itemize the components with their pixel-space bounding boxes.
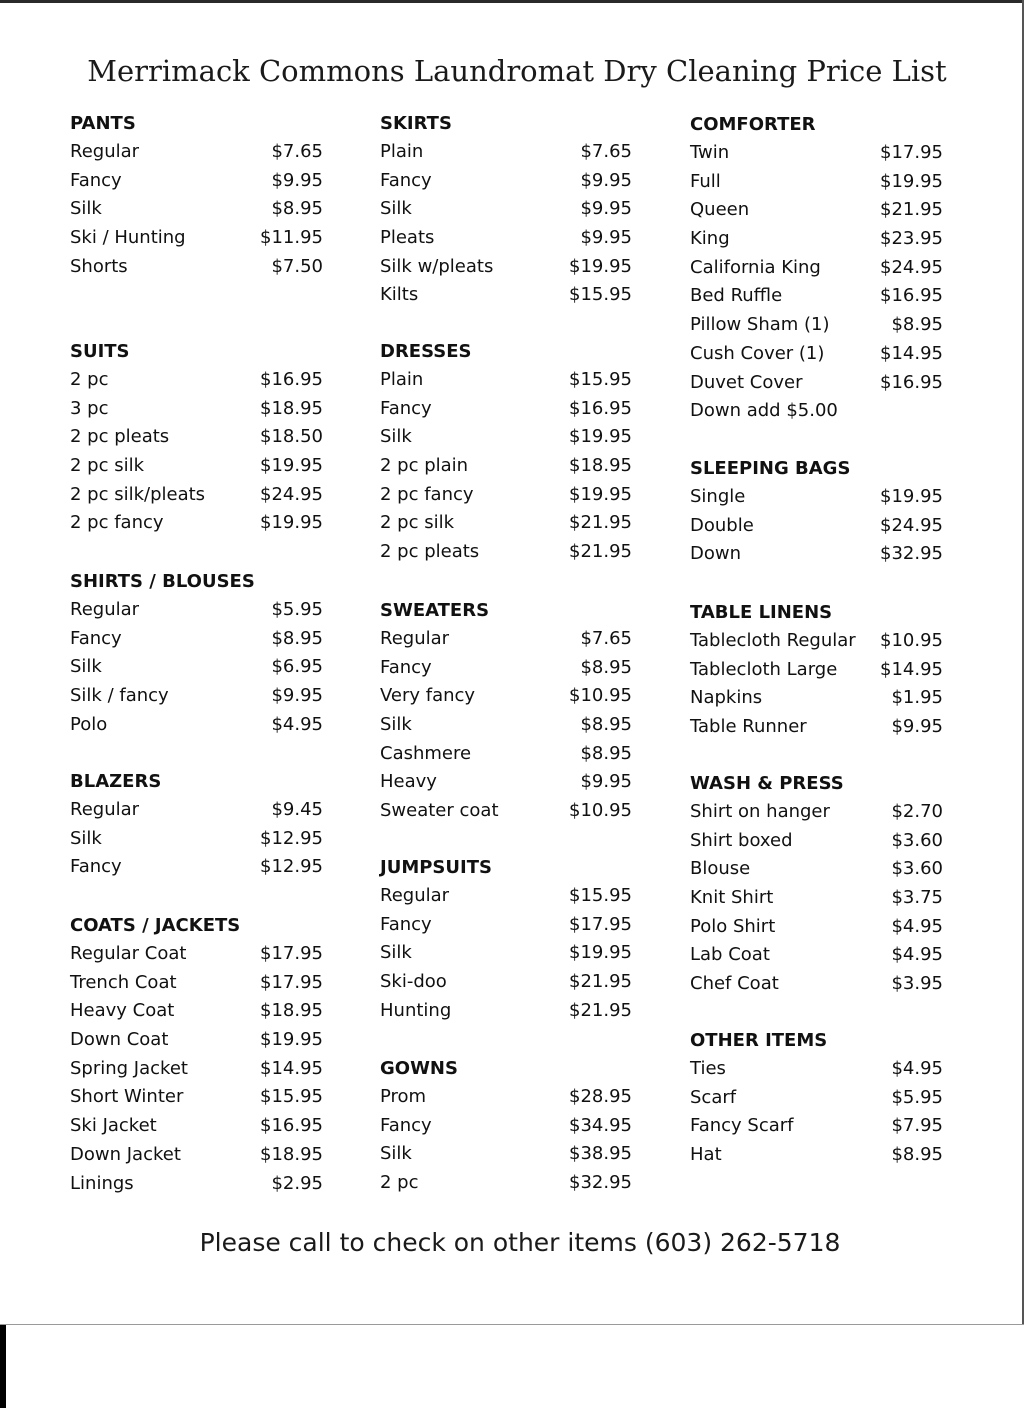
price-row	[690, 855, 943, 884]
item-name: Plain	[380, 141, 424, 162]
item-name: Ski-doo	[380, 971, 447, 993]
item-name: 2 pc	[380, 1172, 419, 1194]
price-row	[690, 713, 943, 742]
item-price: $18.95	[260, 1000, 323, 1022]
item-name: Fancy Scarf	[690, 1115, 794, 1137]
item-name: Cush Cover (1)	[690, 342, 825, 364]
item-name: Ski / Hunting	[70, 227, 186, 249]
price-row	[70, 997, 323, 1026]
item-price: $34.95	[569, 1114, 632, 1136]
item-name: Hunting	[380, 999, 452, 1021]
item-name: Regular	[70, 599, 140, 620]
item-price: $19.95	[260, 455, 323, 477]
item-price: $7.65	[580, 628, 632, 649]
price-row	[690, 512, 943, 541]
item-name: 2 pc fancy	[380, 483, 474, 505]
item-name: 2 pc silk	[70, 455, 145, 477]
price-row	[380, 939, 632, 968]
item-price: $19.95	[569, 942, 632, 964]
section-blazers	[70, 767, 323, 882]
item-price: $4.95	[891, 944, 943, 966]
item-price: $16.95	[880, 371, 943, 393]
item-name: Pillow Sham (1)	[690, 314, 830, 336]
item-name: Tablecloth Regular	[690, 630, 856, 651]
section-title: PANTS	[70, 113, 136, 134]
price-row	[70, 853, 323, 882]
item-price: $18.95	[260, 397, 323, 419]
item-price: $7.65	[271, 141, 323, 162]
item-name: Fancy	[380, 656, 432, 678]
price-row	[70, 1170, 323, 1199]
item-name: Ties	[690, 1058, 726, 1079]
price-row	[70, 596, 323, 625]
section-title: SWEATERS	[380, 600, 490, 621]
item-price: $19.95	[569, 255, 632, 277]
item-name: Fancy	[380, 1114, 432, 1136]
section-title: SLEEPING BAGS	[690, 458, 851, 479]
item-name: Blouse	[690, 858, 751, 880]
section-shirts-blouses	[70, 567, 323, 739]
item-name: Silk w/pleats	[380, 255, 494, 277]
section-skirts	[380, 109, 632, 310]
price-row	[690, 913, 943, 942]
item-price: $12.95	[260, 856, 323, 878]
item-name: 2 pc pleats	[70, 426, 170, 448]
item-name: Sweater coat	[380, 800, 499, 822]
item-price: $24.95	[260, 483, 323, 505]
item-price: $9.95	[271, 685, 323, 707]
item-price: $8.95	[580, 656, 632, 678]
price-row	[380, 452, 632, 481]
price-row	[70, 167, 323, 196]
item-name: 2 pc pleats	[380, 541, 480, 563]
price-row	[690, 656, 943, 685]
item-name: Pleats	[380, 227, 435, 249]
price-row	[70, 796, 323, 825]
item-price: $3.60	[891, 829, 943, 851]
item-price: $3.95	[891, 973, 943, 995]
price-row	[380, 509, 632, 538]
item-price: $5.95	[891, 1086, 943, 1108]
price-row	[690, 1141, 943, 1170]
price-row	[70, 825, 323, 854]
section-other-items	[690, 1026, 943, 1170]
price-row	[70, 682, 323, 711]
price-row	[380, 797, 632, 826]
item-name: Chef Coat	[690, 973, 779, 995]
item-price: $15.95	[260, 1086, 323, 1108]
scan-top-edge	[0, 0, 1024, 3]
item-name: Silk	[380, 942, 412, 964]
scan-left-mark	[0, 1325, 6, 1408]
price-row	[380, 654, 632, 683]
price-row	[70, 481, 323, 510]
item-price: $4.95	[891, 1058, 943, 1079]
price-row	[690, 1112, 943, 1141]
item-price: $17.95	[260, 971, 323, 993]
section-title: OTHER ITEMS	[690, 1030, 828, 1051]
item-price: $18.50	[260, 426, 323, 448]
item-name: 3 pc	[70, 397, 109, 419]
section-title: TABLE LINENS	[690, 602, 833, 623]
item-name: Twin	[690, 142, 730, 163]
item-price: $8.95	[271, 198, 323, 220]
section-title: GOWNS	[380, 1058, 458, 1079]
item-name: Heavy Coat	[70, 1000, 175, 1022]
price-row	[70, 253, 323, 282]
item-name: Silk	[70, 827, 102, 849]
section-table-linens	[690, 598, 943, 742]
item-price: $21.95	[569, 512, 632, 534]
item-name: Silk	[380, 198, 412, 220]
price-row	[70, 1141, 323, 1170]
item-name: Regular	[380, 885, 450, 906]
price-row	[690, 397, 943, 426]
section-title: SUITS	[70, 341, 130, 362]
item-name: King	[690, 228, 730, 250]
item-price: $19.95	[260, 1029, 323, 1051]
item-price: $14.95	[880, 342, 943, 364]
price-row	[70, 224, 323, 253]
price-row	[690, 168, 943, 197]
item-price: $9.95	[580, 227, 632, 249]
item-name: Fancy	[70, 169, 122, 191]
price-row	[690, 225, 943, 254]
item-name: Plain	[380, 369, 424, 390]
price-row	[380, 1169, 632, 1198]
item-name: Very fancy	[380, 685, 476, 707]
item-name: Ski Jacket	[70, 1115, 157, 1137]
price-row	[380, 1140, 632, 1169]
price-row	[70, 625, 323, 654]
item-price: $7.95	[891, 1115, 943, 1137]
item-name: Regular	[380, 628, 450, 649]
page-title: Merrimack Commons Laundromat Dry Cleaning Price List	[87, 54, 947, 88]
price-row	[380, 366, 632, 395]
price-row	[690, 369, 943, 398]
price-row	[380, 1112, 632, 1141]
item-price: $15.95	[569, 369, 632, 390]
item-price: $8.95	[891, 314, 943, 336]
item-price: $24.95	[880, 256, 943, 278]
price-row	[380, 682, 632, 711]
item-price: $21.95	[569, 541, 632, 563]
section-title: BLAZERS	[70, 771, 162, 792]
price-row	[70, 195, 323, 224]
section-title: JUMPSUITS	[380, 857, 492, 878]
item-price: $21.95	[569, 999, 632, 1021]
item-name: Regular Coat	[70, 943, 187, 964]
contact-footer: Please call to check on other items (603) 262-5718	[199, 1228, 841, 1257]
item-price: $17.95	[260, 943, 323, 964]
item-name: 2 pc fancy	[70, 512, 164, 534]
section-dresses	[380, 337, 632, 567]
item-price: $6.95	[271, 656, 323, 678]
item-price: $16.95	[260, 369, 323, 390]
item-price: $8.95	[891, 1144, 943, 1166]
item-price: $16.95	[260, 1115, 323, 1137]
price-row	[690, 798, 943, 827]
item-name: Fancy	[380, 397, 432, 419]
item-name: Tablecloth Large	[690, 658, 838, 680]
price-row	[380, 195, 632, 224]
item-price: $24.95	[880, 514, 943, 536]
item-price: $17.95	[569, 913, 632, 935]
section-gowns	[380, 1054, 632, 1198]
price-row	[690, 1055, 943, 1084]
price-row	[690, 483, 943, 512]
price-row	[690, 311, 943, 340]
item-price: $19.95	[880, 486, 943, 507]
item-name: Regular	[70, 141, 140, 162]
price-row	[380, 395, 632, 424]
price-row	[380, 768, 632, 797]
item-name: Fancy	[380, 169, 432, 191]
section-title: SKIRTS	[380, 113, 452, 134]
price-row	[380, 968, 632, 997]
item-price: $38.95	[569, 1143, 632, 1165]
section-sleeping-bags	[690, 454, 943, 569]
price-row	[690, 1084, 943, 1113]
price-row	[690, 627, 943, 656]
item-name: Spring Jacket	[70, 1057, 188, 1079]
item-name: Linings	[70, 1172, 134, 1194]
item-price: $3.75	[891, 887, 943, 909]
item-name: Full	[690, 170, 721, 192]
item-price: $10.95	[880, 630, 943, 651]
item-price: $9.95	[271, 169, 323, 191]
item-name: Silk / fancy	[70, 685, 169, 707]
section-coats-jackets	[70, 911, 323, 1198]
item-name: Fancy	[70, 856, 122, 878]
section-pants	[70, 109, 323, 281]
item-price: $19.95	[880, 170, 943, 192]
item-price: $7.65	[580, 141, 632, 162]
item-name: Hat	[690, 1144, 722, 1166]
item-name: Queen	[690, 199, 750, 221]
item-name: Silk	[380, 426, 412, 448]
item-name: Fancy	[380, 913, 432, 935]
item-price: $9.45	[271, 799, 323, 820]
item-price: $15.95	[569, 885, 632, 906]
price-row	[70, 138, 323, 167]
price-row	[690, 139, 943, 168]
item-price: $19.95	[569, 426, 632, 448]
item-price: $19.95	[569, 483, 632, 505]
item-name: Table Runner	[690, 716, 807, 738]
item-price: $10.95	[569, 800, 632, 822]
price-row	[70, 1026, 323, 1055]
item-price: $18.95	[260, 1143, 323, 1165]
price-row	[380, 253, 632, 282]
section-wash-press	[690, 769, 943, 999]
item-name: Down Jacket	[70, 1143, 181, 1165]
item-name: Polo Shirt	[690, 915, 776, 937]
item-price: $2.95	[271, 1172, 323, 1194]
price-row	[70, 1083, 323, 1112]
item-name: Shorts	[70, 255, 128, 277]
item-name: 2 pc	[70, 369, 109, 390]
price-row	[690, 282, 943, 311]
item-name: California King	[690, 256, 821, 278]
price-row	[70, 366, 323, 395]
item-name: Duvet Cover	[690, 371, 803, 393]
price-row	[380, 1083, 632, 1112]
item-price: $12.95	[260, 827, 323, 849]
item-price: $32.95	[880, 543, 943, 565]
item-price: $1.95	[891, 687, 943, 709]
price-row	[380, 740, 632, 769]
item-name: Single	[690, 486, 746, 507]
price-row	[690, 684, 943, 713]
item-name: Silk	[70, 656, 102, 678]
price-row	[380, 138, 632, 167]
item-name: Silk	[380, 714, 412, 736]
item-name: Down	[690, 543, 742, 565]
section-jumpsuits	[380, 853, 632, 1025]
item-name: Regular	[70, 799, 140, 820]
item-name: Down Coat	[70, 1029, 169, 1051]
item-name: Trench Coat	[70, 971, 177, 993]
item-name: 2 pc plain	[380, 455, 469, 477]
price-row	[380, 538, 632, 567]
item-name: Cashmere	[380, 742, 472, 764]
price-row	[690, 254, 943, 283]
price-row	[690, 196, 943, 225]
item-name: Short Winter	[70, 1086, 184, 1108]
price-row	[380, 167, 632, 196]
item-price: $3.60	[891, 858, 943, 880]
item-price: $9.95	[580, 169, 632, 191]
item-price: $9.95	[580, 771, 632, 793]
item-name: Kilts	[380, 284, 419, 306]
section-title: DRESSES	[380, 341, 472, 362]
price-row	[690, 540, 943, 569]
section-comforter	[690, 110, 943, 426]
item-name: 2 pc silk	[380, 512, 455, 534]
item-name: Napkins	[690, 687, 763, 709]
item-price: $11.95	[260, 227, 323, 249]
item-name: Shirt boxed	[690, 829, 793, 851]
price-row	[70, 1112, 323, 1141]
price-row	[70, 395, 323, 424]
price-row	[70, 452, 323, 481]
item-name: Silk	[380, 1143, 412, 1165]
item-price: $32.95	[569, 1172, 632, 1194]
item-price: $16.95	[880, 285, 943, 307]
item-price: $10.95	[569, 685, 632, 707]
item-price: $4.95	[891, 915, 943, 937]
price-row	[380, 224, 632, 253]
section-title: WASH & PRESS	[690, 773, 844, 794]
price-row	[380, 625, 632, 654]
item-name: Heavy	[380, 771, 437, 793]
price-row	[380, 423, 632, 452]
item-price: $19.95	[260, 512, 323, 534]
price-row	[690, 340, 943, 369]
item-price: $15.95	[569, 284, 632, 306]
price-row	[380, 711, 632, 740]
price-row	[380, 997, 632, 1026]
item-price: $9.95	[580, 198, 632, 220]
item-name: Bed Ruffle	[690, 285, 783, 307]
price-row	[380, 882, 632, 911]
item-name: Scarf	[690, 1086, 737, 1108]
price-row	[70, 509, 323, 538]
item-price: $8.95	[271, 627, 323, 649]
item-name: Lab Coat	[690, 944, 770, 966]
price-row	[70, 969, 323, 998]
price-row	[690, 884, 943, 913]
section-suits	[70, 337, 323, 538]
item-price: $4.95	[271, 713, 323, 735]
price-row	[380, 481, 632, 510]
item-name: Polo	[70, 713, 108, 735]
item-price: $18.95	[569, 455, 632, 477]
price-row	[690, 827, 943, 856]
price-row	[690, 970, 943, 999]
section-sweaters	[380, 596, 632, 826]
price-row	[70, 423, 323, 452]
section-title: COATS / JACKETS	[70, 915, 241, 936]
price-row	[690, 941, 943, 970]
item-price: $7.50	[271, 255, 323, 277]
section-title: SHIRTS / BLOUSES	[70, 571, 255, 592]
item-price: $28.95	[569, 1086, 632, 1107]
price-row	[380, 281, 632, 310]
item-price: $23.95	[880, 228, 943, 250]
price-row	[70, 653, 323, 682]
item-name: Down add $5.00	[690, 400, 838, 422]
item-price: $8.95	[580, 714, 632, 736]
item-name: Knit Shirt	[690, 887, 774, 909]
item-price: $16.95	[569, 397, 632, 419]
item-price: $17.95	[880, 142, 943, 163]
item-price: $14.95	[880, 658, 943, 680]
item-name: Silk	[70, 198, 102, 220]
item-price: $5.95	[271, 599, 323, 620]
price-row	[380, 911, 632, 940]
price-row	[70, 940, 323, 969]
item-price: $2.70	[891, 801, 943, 822]
item-price: $21.95	[880, 199, 943, 221]
item-name: Shirt on hanger	[690, 801, 830, 822]
price-row	[70, 1055, 323, 1084]
item-name: Fancy	[70, 627, 122, 649]
item-price: $9.95	[891, 716, 943, 738]
scan-page-edge	[0, 1324, 1024, 1325]
item-name: 2 pc silk/pleats	[70, 483, 206, 505]
item-price: $8.95	[580, 742, 632, 764]
item-price: $21.95	[569, 971, 632, 993]
item-price: $14.95	[260, 1057, 323, 1079]
item-name: Double	[690, 514, 754, 536]
section-title: COMFORTER	[690, 114, 816, 135]
price-row	[70, 711, 323, 740]
item-name: Prom	[380, 1086, 427, 1107]
